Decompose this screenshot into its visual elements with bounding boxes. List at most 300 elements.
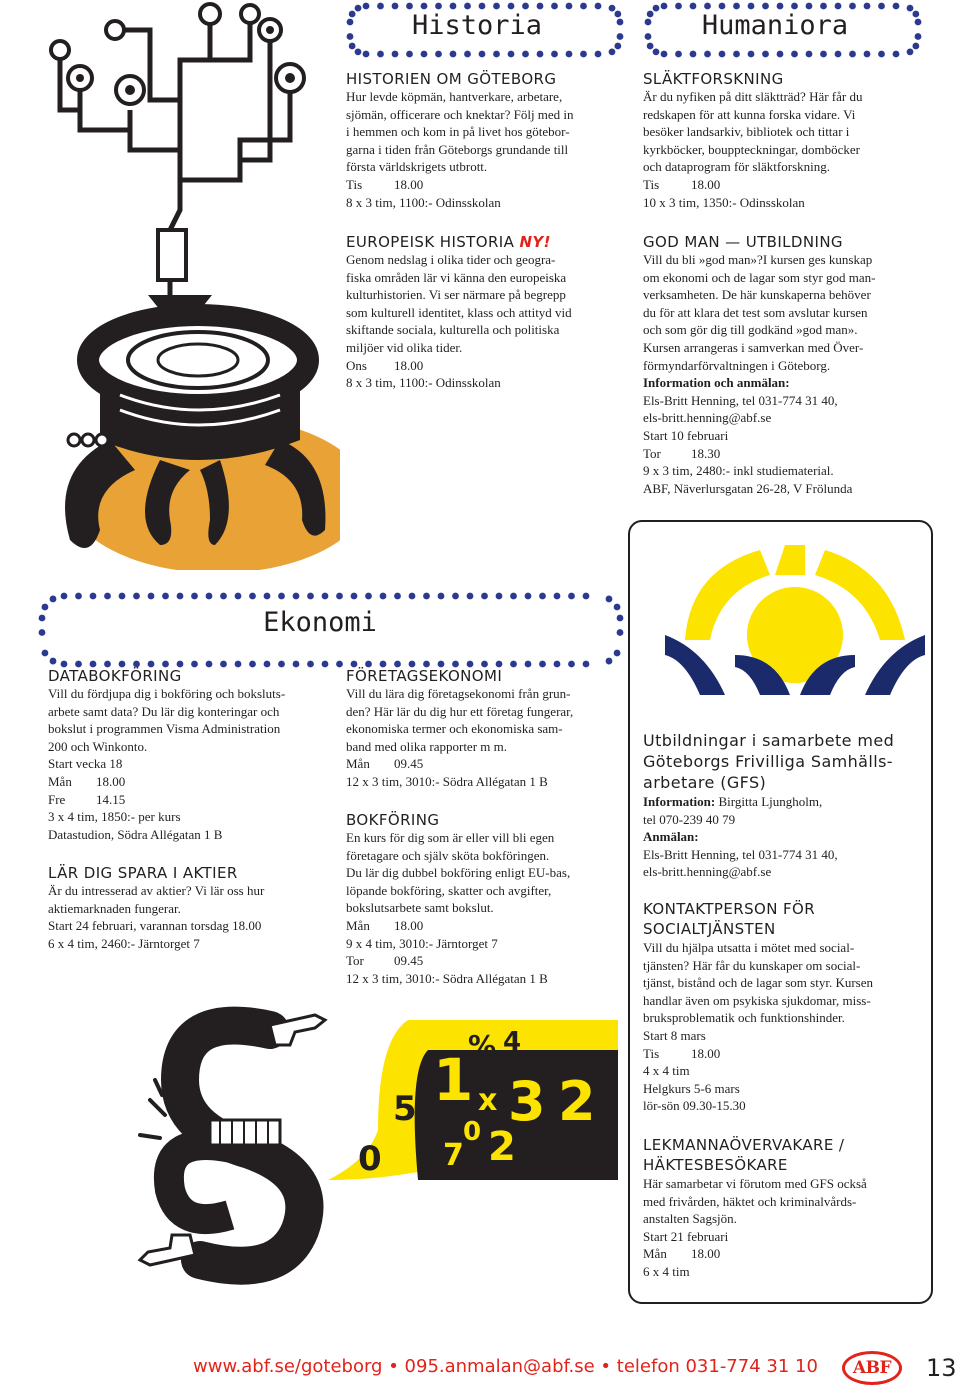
course-schedule bbox=[346, 755, 631, 773]
contact-email[interactable]: els-britt.henning@abf.se bbox=[643, 410, 772, 426]
border-dot bbox=[392, 3, 399, 10]
border-dot bbox=[278, 593, 285, 600]
course-start: Start 24 februari, varannan torsdag 18.00 bbox=[48, 918, 262, 934]
description-line: handlar även om psykiska sjukdomar, miss- bbox=[643, 992, 871, 1008]
border-dot bbox=[568, 593, 575, 600]
description-line: aktiemarknaden fungerar. bbox=[48, 900, 181, 916]
description-line: anstalten Sagsjön. bbox=[643, 1211, 737, 1227]
course-title-text: EUROPEISK HISTORIA bbox=[346, 233, 515, 251]
course-time: 09.45 bbox=[394, 756, 424, 772]
border-dot bbox=[464, 51, 471, 58]
contact-line: Els-Britt Henning, tel 031-774 31 40, bbox=[643, 392, 838, 408]
border-dot bbox=[435, 51, 442, 58]
course-title-line: HÄKTESBESÖKARE bbox=[643, 1156, 788, 1174]
border-dot bbox=[551, 51, 558, 58]
border-dot bbox=[467, 593, 474, 600]
border-dot bbox=[537, 3, 544, 10]
info-label: Information och anmälan: bbox=[643, 375, 790, 391]
border-dot bbox=[614, 650, 621, 657]
description-line: bokslut i programmen Visma Administration bbox=[48, 721, 281, 737]
border-dot bbox=[479, 51, 486, 58]
decor-digit: 5 bbox=[393, 1089, 417, 1129]
course-time: 18.00 bbox=[394, 357, 424, 373]
border-dot bbox=[614, 43, 621, 50]
border-dot bbox=[606, 658, 613, 665]
border-dot bbox=[537, 51, 544, 58]
course-info: 8 x 3 tim, 1100:- Odinsskolan bbox=[346, 375, 501, 391]
border-dot bbox=[595, 51, 602, 58]
course-schedule bbox=[643, 1245, 928, 1263]
course-description bbox=[643, 1175, 928, 1281]
section-title-historia: Historia bbox=[411, 10, 543, 41]
border-dot bbox=[661, 3, 668, 10]
border-dot bbox=[583, 593, 590, 600]
border-dot bbox=[355, 48, 362, 55]
gfs-heading-line: Utbildningar i samarbete med bbox=[643, 731, 895, 750]
border-dot bbox=[915, 19, 922, 26]
section-title-humaniora: Humaniora bbox=[701, 10, 849, 41]
course-start: Start 10 februari bbox=[643, 427, 729, 443]
description-line: En kurs för dig som är eller vill bli egen bbox=[346, 830, 555, 845]
border-dot bbox=[912, 11, 919, 18]
border-dot bbox=[748, 3, 755, 10]
course-schedule bbox=[48, 791, 338, 809]
course-title: LÄR DIG SPARA I AKTIER bbox=[48, 864, 238, 882]
border-dot bbox=[849, 51, 856, 58]
course-schedule bbox=[346, 357, 631, 375]
border-dot bbox=[719, 3, 726, 10]
course-title-line: SOCIALTJÄNSTEN bbox=[643, 920, 776, 938]
course-schedule bbox=[643, 1045, 928, 1063]
border-dot bbox=[162, 593, 169, 600]
border-dot bbox=[264, 593, 271, 600]
description-line: Är du nyfiken på ditt släktträd? Här får du bbox=[643, 89, 863, 104]
border-dot bbox=[421, 3, 428, 10]
border-dot bbox=[394, 593, 401, 600]
border-dot bbox=[806, 3, 813, 10]
decor-digit: 7 bbox=[443, 1138, 464, 1173]
course-bokforing bbox=[346, 811, 631, 987]
description-line: med frivården, häktet och kriminalvårds- bbox=[643, 1193, 857, 1209]
stump-creature-illustration bbox=[40, 0, 340, 570]
description-line: Hur levde köpmän, hantverkare, arbetare, bbox=[346, 89, 563, 104]
border-dot bbox=[617, 33, 624, 40]
description-line: och dataprogram för släktforskning. bbox=[643, 159, 831, 175]
course-schedule bbox=[346, 176, 631, 194]
border-dot bbox=[450, 3, 457, 10]
course-time: 09.45 bbox=[394, 953, 424, 969]
decor-digit: 2 bbox=[488, 1124, 516, 1170]
course-europeisk-historia bbox=[346, 233, 631, 392]
border-dot bbox=[704, 51, 711, 58]
border-dot bbox=[690, 51, 697, 58]
info-name: Birgitta Ljungholm, bbox=[718, 794, 823, 809]
description-line: ekonomiska termer och ekonomiska sam- bbox=[346, 721, 563, 737]
registration-line: Els-Britt Henning, tel 031-774 31 40, bbox=[643, 846, 838, 862]
description-line: Vill du hjälpa utsatta i mötet med social- bbox=[643, 940, 855, 955]
border-dot bbox=[878, 3, 885, 10]
course-description bbox=[48, 685, 338, 843]
border-dot bbox=[661, 51, 668, 58]
description-line: Vill du fördjupa dig i bokföring och boksluts- bbox=[48, 686, 286, 701]
gfs-info-line bbox=[643, 793, 928, 811]
course-day: Ons bbox=[346, 357, 367, 373]
course-info: 12 x 3 tim, 3010:- Södra Allégatan 1 B bbox=[346, 970, 548, 986]
border-dot bbox=[551, 3, 558, 10]
paragraph-sign-illustration bbox=[120, 1000, 350, 1300]
border-dot bbox=[791, 51, 798, 58]
course-day: Tor bbox=[643, 445, 661, 461]
border-dot bbox=[878, 51, 885, 58]
section-title-ekonomi: Ekonomi bbox=[263, 607, 377, 638]
description-line: kulturhistorien. Vi ser närmare på begrepp bbox=[346, 287, 566, 303]
description-line: den? Här lär du dig hur ett företag fungerar, bbox=[346, 703, 574, 719]
course-place: Datastudion, Södra Allégatan 1 B bbox=[48, 826, 223, 842]
border-dot bbox=[614, 604, 621, 611]
border-dot bbox=[119, 593, 126, 600]
border-dot bbox=[220, 593, 227, 600]
border-dot bbox=[762, 3, 769, 10]
course-info: 6 x 4 tim, 2460:- Järntorget 7 bbox=[48, 935, 200, 951]
course-info: 3 x 4 tim, 1850:- per kurs bbox=[48, 809, 181, 825]
border-dot bbox=[365, 593, 372, 600]
course-time: 18.00 bbox=[691, 1045, 721, 1061]
course-title: FÖRETAGSEKONOMI bbox=[346, 667, 503, 685]
course-god-man-utbildning bbox=[643, 233, 943, 497]
course-title: SLÄKTFORSKNING bbox=[643, 70, 784, 88]
course-description bbox=[346, 829, 631, 987]
border-dot bbox=[614, 11, 621, 18]
border-dot bbox=[733, 3, 740, 10]
border-dot bbox=[235, 593, 242, 600]
course-time: 18.00 bbox=[691, 1246, 721, 1262]
course-time: 18.00 bbox=[394, 917, 424, 933]
border-dot bbox=[406, 51, 413, 58]
course-title: BOKFÖRING bbox=[346, 811, 440, 829]
border-dot bbox=[421, 51, 428, 58]
description-line: miljöer vid olika tider. bbox=[346, 339, 463, 355]
border-dot bbox=[733, 51, 740, 58]
gfs-heading-line: Göteborgs Frivilliga Samhälls- bbox=[643, 752, 893, 771]
border-dot bbox=[42, 604, 49, 611]
border-dot bbox=[849, 3, 856, 10]
border-dot bbox=[363, 51, 370, 58]
border-dot bbox=[307, 593, 314, 600]
course-schedule bbox=[48, 773, 338, 791]
border-dot bbox=[380, 593, 387, 600]
border-dot bbox=[464, 3, 471, 10]
border-dot bbox=[653, 48, 660, 55]
border-dot bbox=[907, 48, 914, 55]
border-dot bbox=[322, 593, 329, 600]
border-dot bbox=[61, 593, 68, 600]
border-dot bbox=[719, 51, 726, 58]
numbers-bubble-illustration bbox=[318, 1010, 618, 1190]
description-line: bokslutsarbete samt bokslut. bbox=[346, 900, 494, 916]
border-dot bbox=[617, 615, 624, 622]
border-dot bbox=[522, 51, 529, 58]
description-line: Genom nedslag i olika tider och geogra- bbox=[346, 252, 556, 267]
course-info: 12 x 3 tim, 3010:- Södra Allégatan 1 B bbox=[346, 773, 548, 789]
description-line: löpande bokföring, skatter och avgifter, bbox=[346, 882, 552, 898]
decor-digit: x bbox=[478, 1083, 498, 1118]
description-line: skiftande sociala, kulturella och politiska bbox=[346, 322, 560, 338]
border-dot bbox=[39, 615, 46, 622]
border-dot bbox=[392, 51, 399, 58]
description-line: Du lär dig dubbel bokföring enligt EU-bas, bbox=[346, 865, 571, 881]
course-info: 9 x 4 tim, 3010:- Järntorget 7 bbox=[346, 935, 498, 951]
abf-logo-text: ABF bbox=[852, 1358, 892, 1378]
course-title: DATABOKFÖRING bbox=[48, 667, 182, 685]
course-title: HISTORIEN OM GÖTEBORG bbox=[346, 70, 557, 88]
border-dot bbox=[293, 593, 300, 600]
border-dot bbox=[835, 3, 842, 10]
border-dot bbox=[539, 593, 546, 600]
border-dot bbox=[617, 19, 624, 26]
description-line: om ekonomi och de lagar som styr god man- bbox=[643, 269, 876, 285]
course-day: Tis bbox=[643, 176, 660, 192]
description-line: du för att klara det test som avslutar kursen bbox=[643, 304, 868, 320]
course-place: ABF, Näverlursgatan 26-28, V Frölunda bbox=[643, 480, 853, 496]
decor-digit: 2 bbox=[558, 1070, 596, 1133]
border-dot bbox=[177, 593, 184, 600]
description-line: Vill du lära dig företagsekonomi från grun- bbox=[346, 686, 571, 701]
gfs-heading bbox=[643, 730, 928, 793]
border-dot bbox=[42, 650, 49, 657]
border-dot bbox=[349, 43, 356, 50]
course-day: Tor bbox=[346, 953, 364, 969]
border-dot bbox=[452, 593, 459, 600]
description-line: och som gör dig till godkänd »god man». bbox=[643, 322, 858, 338]
description-line: förmyndarförvaltningen i Göteborg. bbox=[643, 357, 831, 373]
course-day: Fre bbox=[48, 791, 66, 807]
border-dot bbox=[675, 3, 682, 10]
decor-digit: 4 bbox=[503, 1027, 522, 1057]
course-lar-dig-spara-i-aktier bbox=[48, 864, 338, 952]
border-dot bbox=[191, 593, 198, 600]
course-info: 9 x 3 tim, 2480:- inkl studiematerial. bbox=[643, 463, 834, 479]
course-time: 18.00 bbox=[691, 176, 721, 192]
border-dot bbox=[566, 3, 573, 10]
course-description bbox=[643, 251, 943, 497]
border-dot bbox=[493, 3, 500, 10]
border-dot bbox=[377, 51, 384, 58]
course-start: Start vecka 18 bbox=[48, 756, 123, 772]
page-number: 13 bbox=[926, 1354, 957, 1382]
border-dot bbox=[580, 51, 587, 58]
border-dot bbox=[435, 3, 442, 10]
border-dot bbox=[820, 51, 827, 58]
description-line: sjömän, officerare och knektar? Följ med in bbox=[346, 106, 574, 122]
border-dot bbox=[496, 593, 503, 600]
course-info: 8 x 3 tim, 1100:- Odinsskolan bbox=[346, 194, 501, 210]
description-line: garna i tiden från Göteborgs grundande till bbox=[346, 141, 569, 157]
border-dot bbox=[438, 593, 445, 600]
gfs-intro bbox=[643, 730, 928, 881]
registration-label: Anmälan: bbox=[643, 829, 699, 845]
border-dot bbox=[39, 629, 46, 636]
description-line: redskapen för att kunna forska vidare. Vi bbox=[643, 106, 856, 122]
course-day: Mån bbox=[48, 773, 72, 789]
decor-digit: 0 bbox=[463, 1117, 482, 1147]
course-schedule bbox=[643, 176, 943, 194]
course-extra: lör-sön 09.30-15.30 bbox=[643, 1098, 746, 1114]
border-dot bbox=[704, 3, 711, 10]
border-dot bbox=[748, 51, 755, 58]
border-dot bbox=[377, 3, 384, 10]
course-title-line: LEKMANNAÖVERVAKARE / bbox=[643, 1136, 845, 1154]
border-dot bbox=[554, 593, 561, 600]
border-dot bbox=[580, 3, 587, 10]
abf-logo bbox=[842, 1351, 902, 1385]
course-time: 18.00 bbox=[394, 176, 424, 192]
info-label: Information: bbox=[643, 794, 716, 809]
course-day: Tis bbox=[346, 176, 363, 192]
course-description bbox=[346, 88, 631, 211]
description-line: tjänst, bistånd och de lagar som styr. Kursen bbox=[643, 975, 873, 991]
border-dot bbox=[75, 593, 82, 600]
course-schedule bbox=[346, 917, 631, 935]
decor-digit: % bbox=[468, 1029, 497, 1062]
description-line: verksamheten. De här kunskaperna behöver bbox=[643, 287, 871, 303]
course-databokforing bbox=[48, 667, 338, 843]
border-dot bbox=[647, 43, 654, 50]
description-line: arbete samt data? Du lär dig konteringar och bbox=[48, 703, 280, 719]
border-dot bbox=[423, 593, 430, 600]
description-line: bruksproblematik och funktionshinder. bbox=[643, 1010, 845, 1026]
course-info: 10 x 3 tim, 1350:- Odinsskolan bbox=[643, 194, 805, 210]
border-dot bbox=[406, 3, 413, 10]
border-dot bbox=[479, 3, 486, 10]
border-dot bbox=[525, 593, 532, 600]
border-dot bbox=[133, 593, 140, 600]
border-dot bbox=[617, 629, 624, 636]
border-dot bbox=[777, 3, 784, 10]
border-dot bbox=[363, 3, 370, 10]
course-schedule bbox=[643, 445, 943, 463]
border-dot bbox=[508, 3, 515, 10]
description-line: kyrkböcker, bouppteckningar, domböcker bbox=[643, 141, 861, 157]
border-dot bbox=[510, 593, 517, 600]
description-line: Kursen arrangeras i samverkan med Över- bbox=[643, 339, 864, 355]
border-dot bbox=[915, 33, 922, 40]
course-title-line: KONTAKTPERSON FÖR bbox=[643, 900, 816, 918]
border-dot bbox=[508, 51, 515, 58]
border-dot bbox=[249, 593, 256, 600]
course-extra: Helgkurs 5-6 mars bbox=[643, 1080, 740, 1096]
course-description bbox=[643, 939, 928, 1115]
course-description bbox=[346, 685, 631, 791]
border-dot bbox=[675, 51, 682, 58]
border-dot bbox=[50, 596, 57, 603]
course-title bbox=[643, 1135, 928, 1175]
decor-digit: 3 bbox=[508, 1070, 546, 1133]
gfs-contact bbox=[643, 793, 928, 881]
border-dot bbox=[912, 43, 919, 50]
description-line: Är du intresserad av aktier? Vi lär oss hur bbox=[48, 883, 265, 898]
course-title: GOD MAN — UTBILDNING bbox=[643, 233, 843, 251]
registration-email[interactable]: els-britt.henning@abf.se bbox=[643, 864, 772, 880]
course-schedule bbox=[346, 952, 631, 970]
border-dot bbox=[777, 51, 784, 58]
course-time: 14.15 bbox=[96, 791, 126, 807]
course-time: 18.30 bbox=[691, 445, 721, 461]
course-historien-om-goteborg bbox=[346, 70, 631, 211]
border-dot bbox=[864, 51, 871, 58]
border-dot bbox=[522, 3, 529, 10]
border-dot bbox=[90, 593, 97, 600]
course-foretagsekonomi bbox=[346, 667, 631, 791]
course-description bbox=[346, 251, 631, 392]
course-description bbox=[48, 882, 338, 952]
decor-digit: 1 bbox=[433, 1046, 474, 1114]
course-day: Mån bbox=[643, 1246, 667, 1262]
border-dot bbox=[104, 593, 111, 600]
border-dot bbox=[606, 596, 613, 603]
course-description bbox=[643, 88, 943, 211]
border-dot bbox=[791, 3, 798, 10]
border-dot bbox=[450, 51, 457, 58]
border-dot bbox=[206, 593, 213, 600]
border-dot bbox=[893, 51, 900, 58]
description-line: tjänsten? Här får du kunskaper om social- bbox=[643, 957, 861, 973]
border-dot bbox=[864, 3, 871, 10]
border-dot bbox=[609, 48, 616, 55]
gfs-heading-line: arbetare (GFS) bbox=[643, 773, 767, 792]
description-line: 200 och Winkonto. bbox=[48, 738, 148, 754]
description-line: band med olika rapporter m m. bbox=[346, 738, 508, 754]
description-line: första världskrigets utbrott. bbox=[346, 159, 488, 175]
border-dot bbox=[893, 3, 900, 10]
footer-contact-line[interactable]: www.abf.se/goteborg • 095.anmalan@abf.se • telefon 031-774 31 10 bbox=[193, 1356, 818, 1377]
new-badge: NY! bbox=[519, 233, 551, 251]
description-line: som kulturell identitet, klass och attityd vid bbox=[346, 304, 572, 320]
info-tel: tel 070-239 40 79 bbox=[643, 811, 736, 827]
description-line: fiska områden lär vi känna den europeiska bbox=[346, 269, 567, 285]
border-dot bbox=[835, 51, 842, 58]
course-lekmannaovervakare bbox=[643, 1135, 928, 1281]
border-dot bbox=[595, 3, 602, 10]
description-line: företagare och själv sköta bokföringen. bbox=[346, 847, 550, 863]
decor-digit: 0 bbox=[358, 1139, 382, 1179]
course-start: Start 21 februari bbox=[643, 1228, 729, 1244]
course-info: 4 x 4 tim bbox=[643, 1063, 690, 1079]
border-dot bbox=[820, 3, 827, 10]
course-day: Mån bbox=[346, 917, 370, 933]
course-day: Tis bbox=[643, 1045, 660, 1061]
course-title bbox=[643, 899, 928, 939]
description-line: besöker landsarkiv, bibliotek och tittar i bbox=[643, 124, 850, 140]
border-dot bbox=[566, 51, 573, 58]
border-dot bbox=[351, 593, 358, 600]
course-info: 6 x 4 tim bbox=[643, 1263, 690, 1279]
border-dot bbox=[481, 593, 488, 600]
course-kontaktperson bbox=[643, 899, 928, 1115]
border-dot bbox=[806, 51, 813, 58]
border-dot bbox=[409, 593, 416, 600]
border-dot bbox=[336, 593, 343, 600]
course-day: Mån bbox=[346, 756, 370, 772]
course-time: 18.00 bbox=[96, 773, 126, 789]
course-title bbox=[346, 233, 631, 251]
description-line: Här samarbetar vi förutom med GFS också bbox=[643, 1176, 867, 1191]
border-dot bbox=[690, 3, 697, 10]
gfs-logo bbox=[665, 545, 925, 695]
border-dot bbox=[148, 593, 155, 600]
border-dot bbox=[493, 51, 500, 58]
border-dot bbox=[50, 658, 57, 665]
course-slaktforskning bbox=[643, 70, 943, 211]
